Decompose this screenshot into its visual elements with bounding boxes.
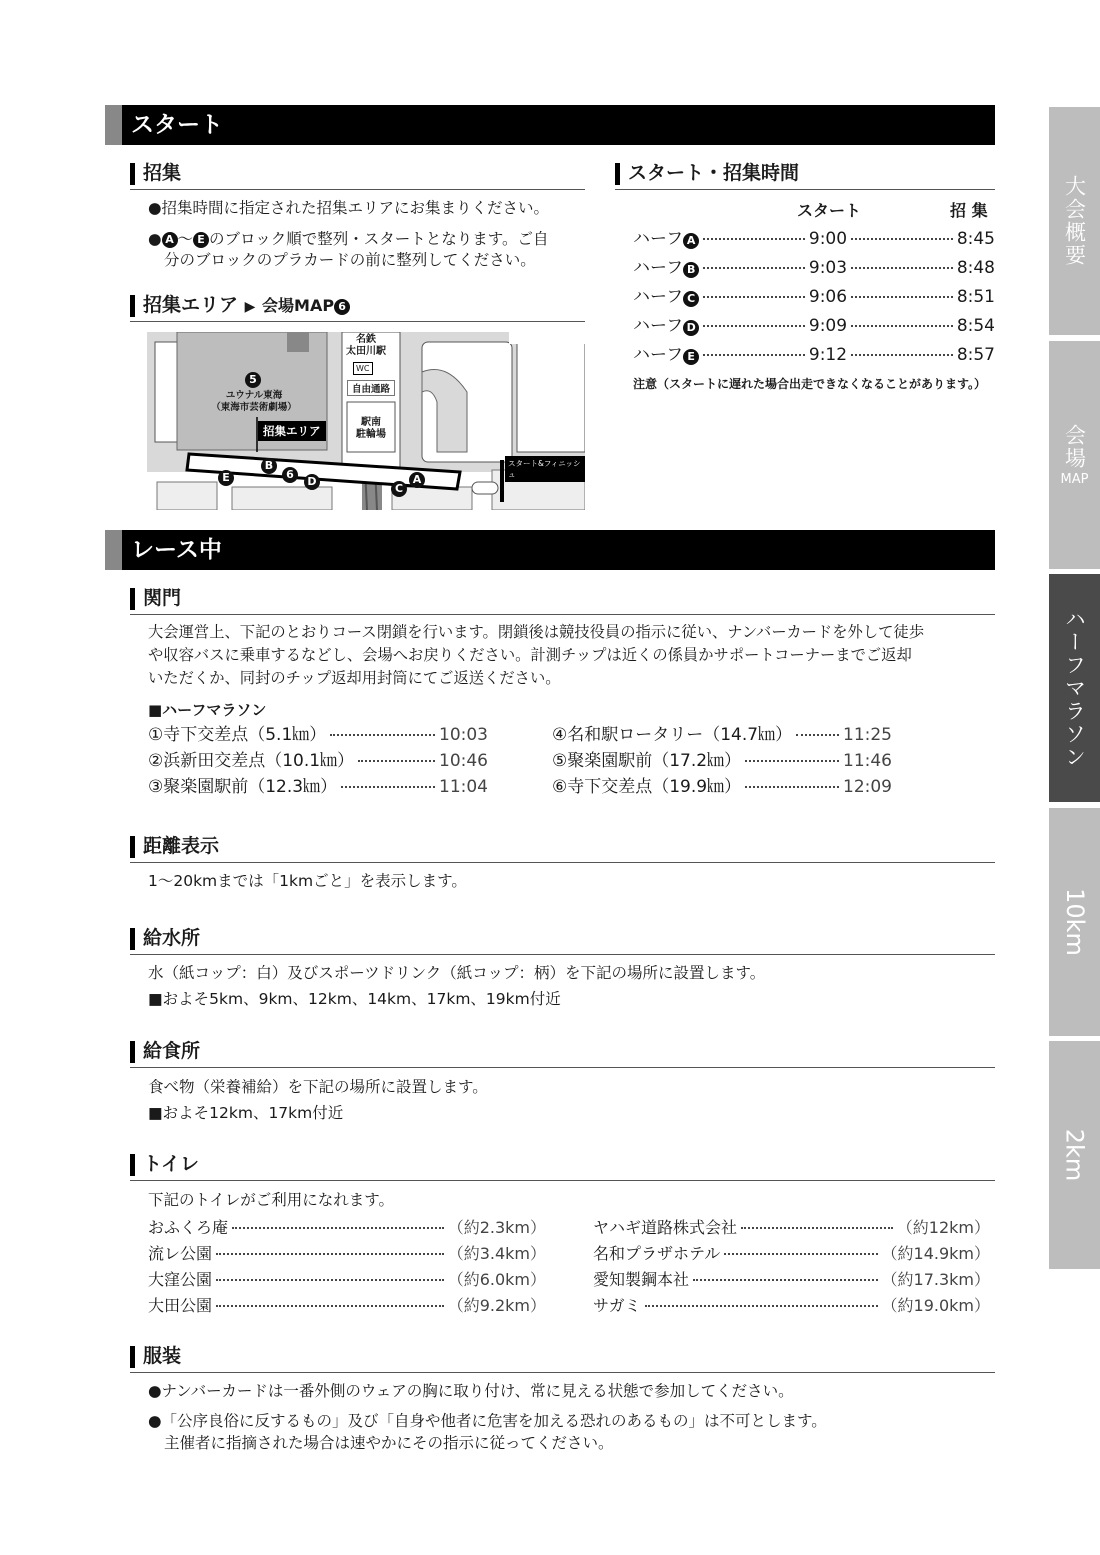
clothing-line-1: ●ナンバーカードは一番外側のウェアの胸に取り付け、常に見える状態で参加してください。 xyxy=(148,1382,794,1400)
block-marker-c: C xyxy=(391,478,407,497)
assembly-line-1: ●招集時間に指定された招集エリアにお集まりください。 xyxy=(148,199,550,217)
gate-row: ③聚楽園駅前（12.3㎞） 11:04 xyxy=(148,777,488,797)
start-time-row: ハーフ C 9:06 8:51 xyxy=(633,287,995,307)
section-header-race xyxy=(105,530,995,570)
wc-icon: WC xyxy=(353,362,373,375)
gate-row: ②浜新田交差点（10.1㎞） 10:46 xyxy=(148,751,488,771)
start-finish-label: スタート&フィニッシュ xyxy=(505,456,585,482)
toilet-row: サガミ （約19.0km） xyxy=(593,1296,990,1315)
gate-row: ⑤聚楽園駅前（17.2㎞） 11:46 xyxy=(552,751,892,771)
gate-row: ⑥寺下交差点（19.9㎞） 12:09 xyxy=(552,777,892,797)
section-title: レース中 xyxy=(131,537,222,563)
subheading-start-times: スタート・招集時間 xyxy=(615,157,995,190)
assembly-area-map xyxy=(147,332,585,510)
toilet-row: 大田公園 （約9.2km） xyxy=(148,1296,546,1315)
section-title: スタート xyxy=(131,112,223,138)
clothing-line-3: 主催者に指摘された場合は速やかにその指示に従ってください。 xyxy=(164,1434,614,1452)
section-tag xyxy=(105,105,122,145)
block-marker-6: 6 xyxy=(282,464,298,483)
subheading-distance: 距離表示 xyxy=(130,830,995,863)
section-tag xyxy=(105,530,122,570)
section-header-start xyxy=(105,105,995,145)
gate-row: ④名和駅ロータリー（14.7㎞） 11:25 xyxy=(552,725,892,745)
subheading-food: 給食所 xyxy=(130,1035,995,1068)
subheading-assembly: 招集 xyxy=(130,157,585,190)
block-marker-a: A xyxy=(409,469,425,488)
toilet-row: 流レ公園 （約3.4km） xyxy=(148,1244,546,1263)
hall-label: ユウナル東海 （東海市芸術劇場） xyxy=(211,390,297,413)
hall-marker: 5 xyxy=(245,372,261,388)
gate-paragraph-2: や収容バスに乗車するなどし、会場へお戻りください。計測チップは近くの係員かサポートコーナーまでご返却 xyxy=(148,646,912,664)
block-marker-d: D xyxy=(304,471,320,490)
side-tab-venue-map[interactable]: 会場 MAP xyxy=(1049,341,1100,569)
station-label: 名鉄 太田川駅 xyxy=(346,334,386,357)
side-tab-half-marathon[interactable]: ハーフマラソン xyxy=(1049,574,1100,802)
free-passage-label: 自由通路 xyxy=(347,380,395,396)
start-time-row: ハーフ B 9:03 8:48 xyxy=(633,258,995,278)
toilet-row: ヤハギ道路株式会社 （約12km） xyxy=(593,1218,990,1237)
toilet-intro: 下記のトイレがご利用になれます。 xyxy=(148,1191,394,1209)
toilet-row: 大窪公園 （約6.0km） xyxy=(148,1270,546,1289)
assembly-line-2: ● A ～ E のブロック順で整列・スタートとなります。ご自 xyxy=(148,230,549,248)
subheading-water: 給水所 xyxy=(130,922,995,955)
start-time-row: ハーフ A 9:00 8:45 xyxy=(633,229,995,249)
subheading-clothing: 服装 xyxy=(130,1340,995,1373)
distance-text: 1～20kmまでは「1kmごと」を表示します。 xyxy=(148,872,467,890)
toilet-row: おふくろ庵 （約2.3km） xyxy=(148,1218,546,1237)
parking-label: 駅南 駐輪場 xyxy=(356,417,386,440)
block-marker-e: E xyxy=(218,467,234,486)
food-text-1: 食べ物（栄養補給）を下記の場所に設置します。 xyxy=(148,1078,488,1096)
subheading-area: 招集エリア ▶ 会場MAP 6 xyxy=(130,289,585,322)
subheading-gate: 関門 xyxy=(130,582,995,615)
subheading-toilet: トイレ xyxy=(130,1148,995,1181)
start-time-row: ハーフ D 9:09 8:54 xyxy=(633,316,995,336)
assembly-area-label: 招集エリア xyxy=(258,421,326,441)
start-note: 注意（スタートに遅れた場合出走できなくなることがあります。） xyxy=(633,377,987,391)
block-marker-b: B xyxy=(261,455,277,474)
water-text-1: 水（紙コップ：白）及びスポーツドリンク（紙コップ：柄）を下記の場所に設置します。 xyxy=(148,964,766,982)
water-text-2: ■およそ5km、9km、12km、14km、17km、19km付近 xyxy=(148,990,561,1008)
food-text-2: ■およそ12km、17km付近 xyxy=(148,1104,344,1122)
side-tab-2km[interactable]: 2km xyxy=(1049,1041,1100,1269)
gate-subheading: ■ハーフマラソン xyxy=(148,701,267,719)
assembly-line-3: 分のブロックのプラカードの前に整列してください。 xyxy=(164,251,536,269)
toilet-row: 名和プラザホテル （約14.9km） xyxy=(593,1244,990,1263)
col-assembly-header: 招 集 xyxy=(950,201,988,220)
toilet-row: 愛知製鋼本社 （約17.3km） xyxy=(593,1270,990,1289)
gate-paragraph-1: 大会運営上、下記のとおりコース閉鎖を行います。閉鎖後は競技役員の指示に従い、ナンバーカードを外して徒歩 xyxy=(148,623,925,641)
side-tab-10km[interactable]: 10km xyxy=(1049,808,1100,1036)
side-tab-overview[interactable]: 大会概要 xyxy=(1049,107,1100,335)
col-start-header: スタート xyxy=(797,201,862,220)
gate-paragraph-3: いただくか、同封のチップ返却用封筒にてご返送ください。 xyxy=(148,669,561,687)
gate-row: ①寺下交差点（5.1㎞） 10:03 xyxy=(148,725,488,745)
start-time-row: ハーフ E 9:12 8:57 xyxy=(633,345,995,365)
clothing-line-2: ●「公序良俗に反するもの」及び「自身や他者に危害を加える恐れのあるもの」は不可とします。 xyxy=(148,1412,827,1430)
